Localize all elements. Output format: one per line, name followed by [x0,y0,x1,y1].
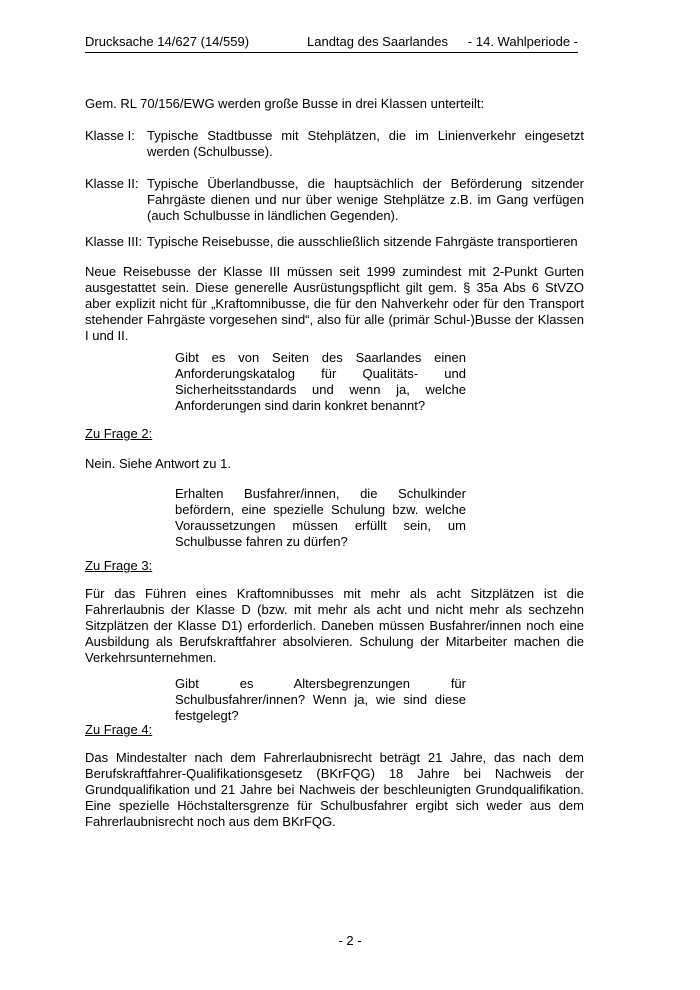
klasse-1-label: Klasse I: [85,128,135,143]
heading-frage-3: Zu Frage 3: [85,558,153,573]
header-drucksache: Drucksache 14/627 (14/559) [85,34,250,49]
question-4: Gibt es Altersbegrenzungen für Schulbusfahrer/innen? Wenn ja, wie sind diese festgelegt? [175,676,466,723]
answer-2: Nein. Siehe Antwort zu 1. [85,456,231,471]
klasse-2-item [85,176,584,224]
header-wahlperiode: - 14. Wahlperiode - [467,34,578,49]
klasse-1-text: Typische Stadtbusse mit Stehplätzen, die im Linienverkehr eingesetzt werden (Schulbusse). [147,128,584,159]
klasse-2-label: Klasse II: [85,176,139,191]
klasse-3-text: Typische Reisebusse, die ausschließlich sitzende Fahrgäste transportieren [147,234,578,249]
answer-3: Für das Führen eines Kraftomnibusses mit mehr als acht Sitzplätzen ist die Fahrerlaubnis der Klasse D (bzw. mit mehr als acht und nicht mehr als sechzehn Sitzplätzen der Klasse D1) erforderlich. Daneben müssen Busfahrer/innen noch eine Ausbildung als Berufskraftfahrer absolvieren. Schulung der Mitarbeiter machen die Verkehrsunternehmen. [85,586,584,665]
header-landtag: Landtag des Saarlandes [307,34,448,49]
heading-frage-4: Zu Frage 4: [85,722,153,737]
klasse-3-item [85,234,584,250]
page-header [85,34,578,53]
page-number: - 2 - [338,933,362,948]
answer-4: Das Mindestalter nach dem Fahrerlaubnisrecht beträgt 21 Jahre, das nach dem Berufskraftfahrer-Qualifikationsgesetz (BKrFQG) 18 Jahre bei Nachweis der Grundqualifikation und 21 Jahre bei Nachweis der beschleunigten Grundqualifikation. Eine spezielle Höchstaltersgrenze für Schulbusfahrer ergibt sich weder aus dem Fahrerlaubnisrecht noch aus dem BKrFQG. [85,750,584,829]
reisebusse-paragraph: Neue Reisebusse der Klasse III müssen seit 1999 zumindest mit 2-Punkt Gurten ausgestattet sein. Diese generelle Ausrüstungspflicht gilt gem. § 35a Abs 6 StVZO aber explizit nicht für „Kraftomnibusse, die für den Nahverkehr oder für den Transport stehender Fahrgäste vorgesehen sind“, also für alle (primär Schul-)Busse der Klassen I und II. [85,264,584,343]
klasse-1-item [85,128,584,160]
heading-frage-2: Zu Frage 2: [85,426,153,441]
question-3: Erhalten Busfahrer/innen, die Schulkinder befördern, eine spezielle Schulung bzw. welche Voraussetzungen müssen erfüllt sein, um Schulbusse fahren zu dürfen? [175,486,466,549]
klasse-2-text: Typische Überlandbusse, die hauptsächlich der Beförderung sitzender Fahrgäste dienen und nur über wenige Stehplätze z.B. im Gang verfügen (auch Schulbusse in ländlichen Gegenden). [147,176,584,223]
question-2: Gibt es von Seiten des Saarlandes einen Anforderungskatalog für Qualitäts- und Sicherheitsstandards und wenn ja, welche Anforderungen sind darin konkret benannt? [175,350,466,413]
klasse-3-label: Klasse III: [85,234,143,249]
intro-paragraph: Gem. RL 70/156/EWG werden große Busse in drei Klassen unterteilt: [85,96,485,111]
